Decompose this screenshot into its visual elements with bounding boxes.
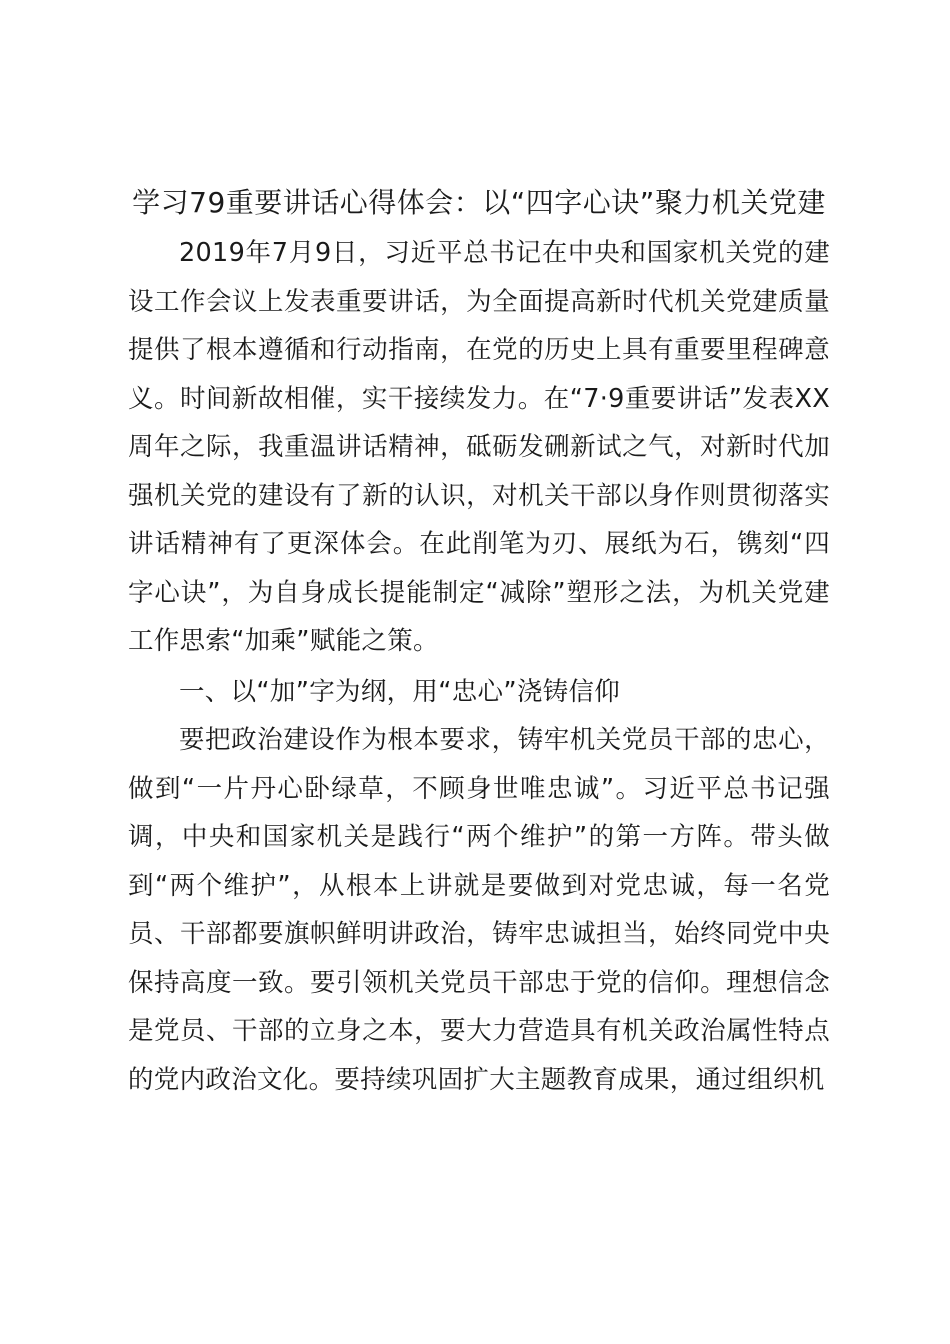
document-title: 学习79重要讲话心得体会：以“四字心诀”聚力机关党建 <box>132 186 826 219</box>
intro-paragraph: 2019年7月9日，习近平总书记在中央和国家机关党的建设工作会议上发表重要讲话，为全面提高新时代机关党建质量提供了根本遵循和行动指南，在党的历史上具有重要里程碑意义。时间新故相催，实干接续发力。在“7·9重要讲话”发表XX周年之际，我重温讲话精神，砥砺发硎新试之气，对新时代加强机关党的建设有了新的认识，对机关干部以身作则贯彻落实讲话精神有了更深体会。在此削笔为刃、展纸为石，镌刻“四字心诀”，为自身成长提能制定“减除”塑形之法，为机关党建工作思索“加乘”赋能之策。 <box>128 238 830 656</box>
section-heading: 一、以“加”字为纲，用“忠心”浇铸信仰 <box>179 676 621 707</box>
body-paragraph: 要把政治建设作为根本要求，铸牢机关党员干部的忠心，做到“一片丹心卧绿草，不顾身世唯忠诚”。习近平总书记强调，中央和国家机关是践行“两个维护”的第一方阵。带头做到“两个维护”，从根本上讲就是要做到对党忠诚，每一名党员、干部都要旗帜鲜明讲政治，铸牢忠诚担当，始终同党中央保持高度一致。要引领机关党员干部忠于党的信仰。理想信念是党员、干部的立身之本，要大力营造具有机关政治属性特点的党内政治文化。要持续巩固扩大主题教育成果，通过组织机 <box>128 725 830 1095</box>
